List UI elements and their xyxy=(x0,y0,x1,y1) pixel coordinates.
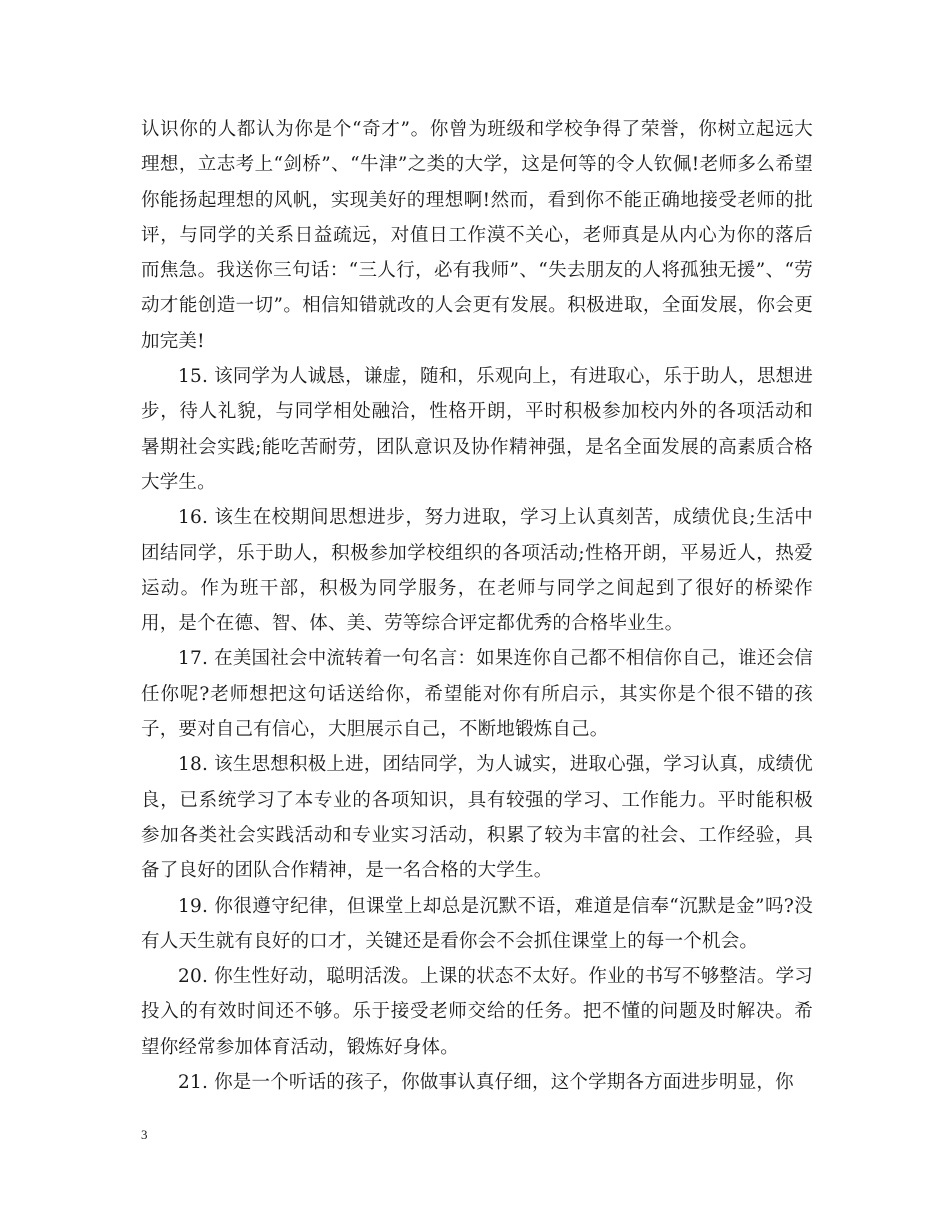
paragraph-item-20: 20. 你生性好动，聪明活泼。上课的状态不太好。作业的书写不够整洁。学习投入的有效时间还不够。乐于接受老师交给的任务。把不懂的问题及时解决。希望你经常参加体育活动，锻炼好身体。 xyxy=(141,966,813,1058)
paragraph-item-18: 18. 该生思想积极上进，团结同学，为人诚实，进取心强，学习认真，成绩优良，已系统学习了本专业的各项知识，具有较强的学习、工作能力。平时能积极参加各类社会实践活动和专业实习活动，积累了较为丰富的社会、工作经验，具备了良好的团队合作精神，是一名合格的大学生。 xyxy=(141,754,813,882)
page-number: 3 xyxy=(141,1127,148,1142)
document-body xyxy=(141,112,813,1100)
paragraph-item-15: 15. 该同学为人诚恳，谦虚，随和，乐观向上，有进取心，乐于助人，思想进步，待人礼貌，与同学相处融洽，性格开朗，平时积极参加校内外的各项活动和暑期社会实践;能吃苦耐劳，团队意识及协作精神强，是名全面发展的高素质合格大学生。 xyxy=(141,366,813,493)
paragraph-item-21: 21. 你是一个听话的孩子，你做事认真仔细，这个学期各方面进步明显，你 xyxy=(178,1072,794,1094)
paragraph-item-19: 19. 你很遵守纪律，但课堂上却总是沉默不语，难道是信奉“沉默是金”吗?没有人天生就有良好的口才，关键还是看你会不会抓住课堂上的每一个机会。 xyxy=(141,895,813,952)
paragraph-item-16: 16. 该生在校期间思想进步，努力进取，学习上认真刻苦，成绩优良;生活中团结同学，乐于助人，积极参加学校组织的各项活动;性格开朗，平易近人，热爱运动。作为班干部，积极为同学服务，在老师与同学之间起到了很好的桥梁作用，是个在德、智、体、美、劳等综合评定都优秀的合格毕业生。 xyxy=(141,507,813,635)
paragraph-continuation: 认识你的人都认为你是个“奇才”。你曾为班级和学校争得了荣誉，你树立起远大理想，立志考上“剑桥”、“牛津”之类的大学，这是何等的令人钦佩!老师多么希望你能扬起理想的风帆，实现美好的理想啊!然而，看到你不能正确地接受老师的批评，与同学的关系日益疏远，对值日工作漠不关心，老师真是从内心为你的落后而焦急。我送你三句话：“三人行，必有我师”、“失去朋友的人将孤独无援”、“劳动才能创造一切”。相信知错就改的人会更有发展。积极进取，全面发展，你会更加完美! xyxy=(141,119,813,352)
paragraph-item-17: 17. 在美国社会中流转着一句名言：如果连你自己都不相信你自己，谁还会信任你呢?老师想把这句话送给你，希望能对你有所启示，其实你是个很不错的孩子，要对自己有信心，大胆展示自己，不断地锻炼自己。 xyxy=(141,648,813,741)
